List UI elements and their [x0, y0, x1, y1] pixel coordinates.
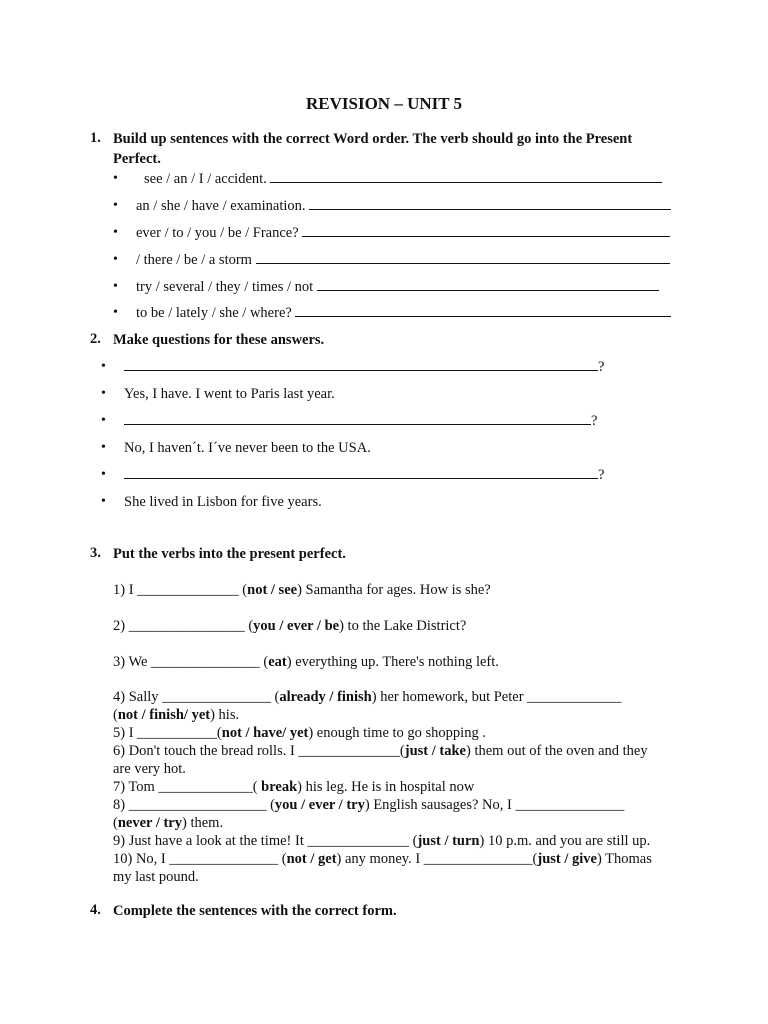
exercise-text: 9) Just have a look at the time! It ______________ (	[113, 833, 418, 849]
exercise-text: 8) ___________________ (	[113, 797, 275, 813]
exercise-text: ) her homework, but Peter _____________	[371, 689, 622, 705]
section-1-heading-line1: Build up sentences with the correct Word order. The verb should go into the Present	[113, 131, 633, 147]
exercise-text: ) Samantha for ages. How is she?	[297, 582, 491, 598]
section-4-heading: Complete the sentences with the correct form.	[113, 903, 397, 919]
exercise-text: 6) Don't touch the bread rolls. I ______________(	[113, 743, 405, 759]
answer-blank[interactable]	[295, 304, 671, 317]
exercise-text: 5) I ___________(	[113, 725, 222, 741]
verb-prompt: you / ever / be	[253, 618, 340, 634]
s1-item-text: try / several / they / times / not	[136, 279, 314, 295]
bullet-icon: •	[113, 252, 118, 267]
s1-item-1	[144, 170, 662, 188]
s1-item-text: ever / to / you / be / France?	[136, 225, 299, 241]
bullet-icon: •	[113, 305, 118, 320]
exercise-8	[113, 796, 624, 814]
verb-prompt: just / give	[537, 851, 597, 867]
exercise-text: 10) No, I _______________ (	[113, 851, 287, 867]
exercise-text: 1) I ______________ (	[113, 582, 248, 598]
s2-question-blank-2	[124, 412, 597, 430]
verb-prompt: just / take	[404, 743, 466, 759]
s2-answer-3: She lived in Lisbon for five years.	[124, 494, 322, 510]
answer-blank[interactable]	[270, 170, 662, 183]
question-mark: ?	[598, 467, 605, 483]
exercise-9	[113, 832, 650, 850]
s2-question-blank-3	[124, 466, 604, 484]
exercise-text: 2) ________________ (	[113, 618, 254, 634]
bullet-icon: •	[101, 467, 106, 482]
exercise-10	[113, 850, 652, 868]
exercise-7	[113, 778, 474, 796]
exercise-5	[113, 724, 486, 742]
s1-item-text: see / an / I / accident.	[144, 171, 267, 187]
section-2-number: 2.	[90, 331, 101, 347]
s1-item-3	[136, 224, 670, 242]
exercise-text: ) any money. I _______________(	[336, 851, 538, 867]
bullet-icon: •	[113, 171, 118, 186]
exercise-text: ) everything up. There's nothing left.	[286, 654, 499, 670]
answer-blank[interactable]	[317, 278, 659, 291]
exercise-text: ) Thomas	[596, 851, 652, 867]
exercise-text: ) his leg. He is in hospital now	[297, 779, 475, 795]
section-4-number: 4.	[90, 902, 101, 918]
bullet-icon: •	[113, 225, 118, 240]
section-2-heading: Make questions for these answers.	[113, 332, 325, 348]
exercise-1	[113, 581, 491, 599]
question-mark: ?	[591, 413, 598, 429]
exercise-6-cont: are very hot.	[113, 761, 186, 777]
exercise-text: (	[113, 707, 118, 723]
answer-blank[interactable]	[124, 466, 598, 479]
s1-item-2	[136, 197, 671, 215]
answer-blank[interactable]	[124, 358, 598, 371]
verb-prompt: already / finish	[279, 689, 372, 705]
s1-item-text: / there / be / a storm	[136, 252, 252, 268]
exercise-text: ) 10 p.m. and you are still up.	[479, 833, 651, 849]
verb-prompt: not / finish/ yet	[117, 707, 211, 723]
answer-blank[interactable]	[302, 224, 670, 237]
bullet-icon: •	[113, 279, 118, 294]
answer-blank[interactable]	[124, 412, 591, 425]
section-1-number: 1.	[90, 130, 101, 146]
s1-item-text: to be / lately / she / where?	[136, 305, 292, 321]
exercise-text: ) to the Lake District?	[339, 618, 467, 634]
bullet-icon: •	[101, 386, 106, 401]
s2-question-blank-1	[124, 358, 604, 376]
section-3-heading: Put the verbs into the present perfect.	[113, 546, 346, 562]
exercise-text: 7) Tom _____________(	[113, 779, 262, 795]
s1-item-6	[136, 304, 671, 322]
verb-prompt: just / turn	[417, 833, 480, 849]
verb-prompt: break	[261, 779, 298, 795]
exercise-8-cont	[113, 814, 223, 832]
exercise-6	[113, 742, 648, 760]
answer-blank[interactable]	[309, 197, 671, 210]
exercise-text: 3) We _______________ (	[113, 654, 269, 670]
verb-prompt: not / see	[247, 582, 298, 598]
exercise-3	[113, 653, 499, 671]
verb-prompt: you / ever / try	[274, 797, 365, 813]
exercise-text: ) his.	[210, 707, 240, 723]
bullet-icon: •	[101, 494, 106, 509]
exercise-2	[113, 617, 466, 635]
verb-prompt: not / get	[286, 851, 337, 867]
section-3-number: 3.	[90, 545, 101, 561]
s1-item-text: an / she / have / examination.	[136, 198, 306, 214]
exercise-text: ) them.	[182, 815, 224, 831]
s2-answer-2: No, I haven´t. I´ve never been to the USA.	[124, 440, 371, 456]
s1-item-5	[136, 278, 659, 296]
bullet-icon: •	[113, 198, 118, 213]
exercise-text: ) them out of the oven and they	[466, 743, 648, 759]
bullet-icon: •	[101, 413, 106, 428]
exercise-text: ) English sausages? No, I _______________	[364, 797, 625, 813]
verb-prompt: not / have/ yet	[221, 725, 309, 741]
exercise-text: 4) Sally _______________ (	[113, 689, 280, 705]
question-mark: ?	[598, 359, 605, 375]
exercise-4	[113, 688, 621, 706]
verb-prompt: never / try	[117, 815, 182, 831]
answer-blank[interactable]	[256, 251, 670, 264]
exercise-4-cont	[113, 706, 239, 724]
section-1-heading	[113, 129, 632, 169]
bullet-icon: •	[101, 440, 106, 455]
s2-answer-1: Yes, I have. I went to Paris last year.	[124, 386, 335, 402]
exercise-10-cont: my last pound.	[113, 869, 199, 885]
bullet-icon: •	[101, 359, 106, 374]
verb-prompt: eat	[268, 654, 287, 670]
exercise-text: (	[113, 815, 118, 831]
s1-item-4	[136, 251, 670, 269]
page-title: REVISION – UNIT 5	[305, 94, 463, 113]
exercise-text: ) enough time to go shopping .	[308, 725, 486, 741]
section-1-heading-line2: Perfect.	[113, 151, 161, 167]
